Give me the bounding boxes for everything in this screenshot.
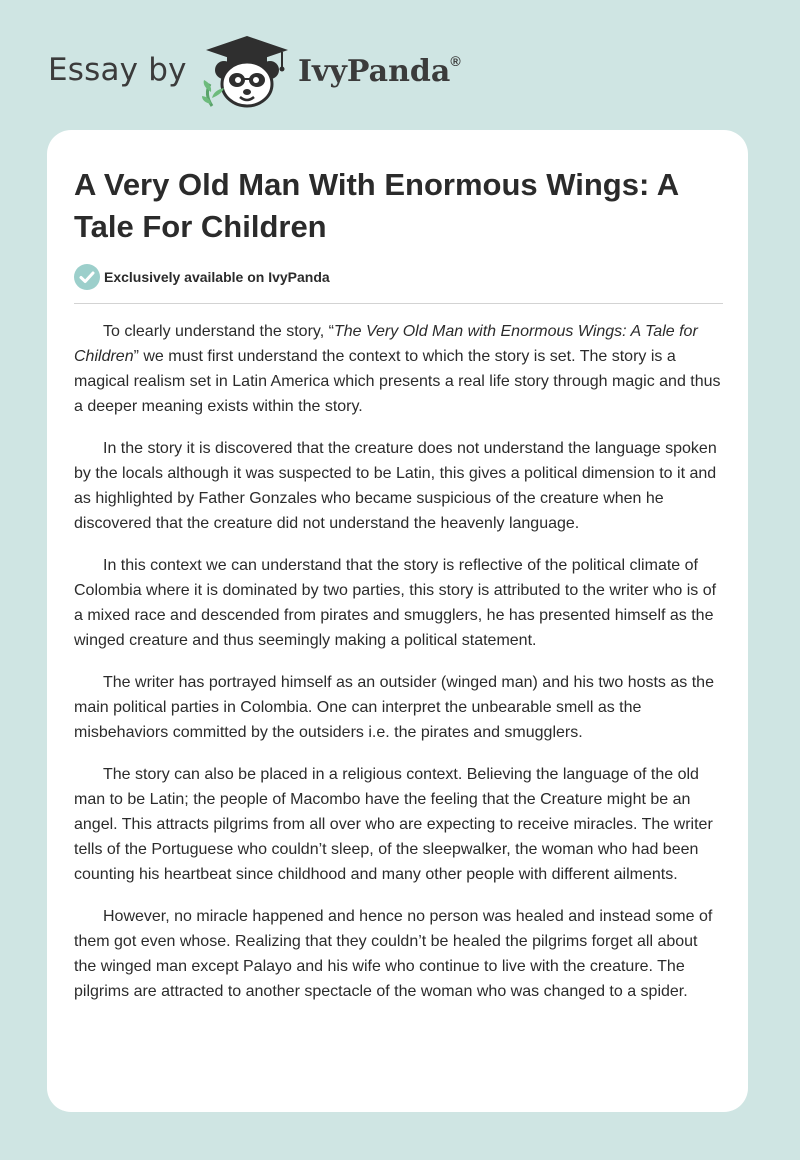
story-title-italic: The Very Old Man with Enormous Wings: A Tale for Children	[74, 323, 698, 365]
paragraph: In this context we can understand that the story is reflective of the political climate of Colombia where it is dominated by two parties, this story is attributed to the writer who is of a mixed race and descended from pirates and smugglers, he has presented himself as the winged creature and thus seemingly making a political statement.	[74, 557, 717, 649]
brand-label: IvyPanda	[298, 54, 451, 89]
paragraph-text: To clearly understand the story, “	[103, 323, 334, 340]
paragraph	[74, 319, 724, 419]
registered-mark: ®	[450, 53, 461, 69]
brand-name[interactable]	[298, 54, 461, 89]
paragraph-text: ” we must first understand the context to which the story is set. The story is a magical realism set in Latin America which presents a real life story through magic and thus a deeper meaning exists within the story.	[74, 348, 721, 415]
article-card	[47, 130, 748, 1112]
paragraph: The writer has portrayed himself as an outsider (winged man) and his two hosts as the main political parties in Colombia. One can interpret the unbearable smell as the misbehaviors committed by the outsiders i.e. the pirates and smugglers.	[74, 674, 714, 741]
exclusive-label: Exclusively available on IvyPanda	[104, 269, 330, 285]
check-badge-icon	[74, 264, 100, 290]
divider	[74, 303, 723, 304]
paragraph: In the story it is discovered that the creature does not understand the language spoken by the locals although it was suspected to be Latin, this gives a political dimension to it and as highlighted by Father Gonzales who became suspicious of the creature when he discovered that the creature did not understand the heavenly language.	[74, 440, 717, 532]
article-body	[74, 319, 724, 1021]
panda-logo-icon[interactable]	[202, 34, 292, 110]
page-title: A Very Old Man With Enormous Wings: A Tale For Children	[74, 167, 678, 244]
exclusive-badge	[74, 264, 474, 290]
essay-by-label: Essay by	[48, 52, 187, 88]
site-header	[48, 34, 548, 114]
paragraph: The story can also be placed in a religious context. Believing the language of the old man to be Latin; the people of Macombo have the feeling that the Creature might be an angel. This attracts pilgrims from all over who are expecting to receive miracles. The writer tells of the Portuguese who couldn’t sleep, of the sleepwalker, the woman who had been counting his heartbeat since childhood and many other people with different ailments.	[74, 766, 713, 883]
paragraph: However, no miracle happened and hence no person was healed and instead some of them got even whose. Realizing that they couldn’t be healed the pilgrims forget all about the winged man except Palayo and his wife who continue to live with the creature. The pilgrims are attracted to another spectacle of the woman who was changed to a spider.	[74, 908, 713, 1000]
